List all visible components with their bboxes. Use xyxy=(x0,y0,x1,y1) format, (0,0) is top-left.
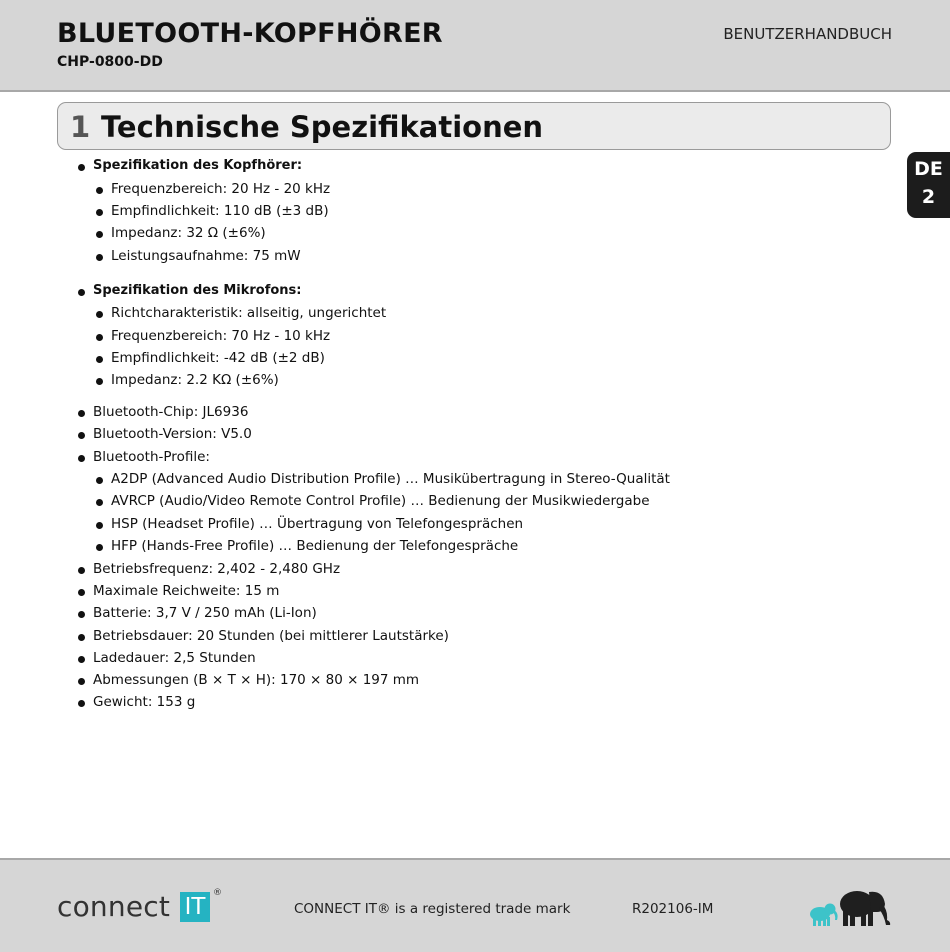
logo-registered-mark: ® xyxy=(213,888,222,898)
list-item: Bluetooth-Version: V5.0 xyxy=(93,426,252,442)
list-item: Ladedauer: 2,5 Stunden xyxy=(93,650,256,666)
list-item: Betriebsfrequenz: 2,402 - 2,480 GHz xyxy=(93,561,341,577)
list-item: Richtcharakteristik: allseitig, ungerichtet xyxy=(111,305,387,321)
bluetooth-profiles-heading: Bluetooth-Profile: xyxy=(93,449,210,465)
list-item: Gewicht: 153 g xyxy=(93,694,196,710)
list-item: Frequenzbereich: 70 Hz - 10 kHz xyxy=(111,328,331,344)
small-elephant-icon xyxy=(810,904,838,927)
trademark-notice: CONNECT IT® is a registered trade mark xyxy=(294,901,571,917)
logo-badge: IT xyxy=(180,892,210,922)
list-item: Bluetooth-Chip: JL6936 xyxy=(93,404,249,420)
headphone-spec-heading: Spezifikation des Kopfhörer: xyxy=(93,158,303,173)
page-header xyxy=(0,0,950,92)
list-item: Impedanz: 2.2 KΩ (±6%) xyxy=(111,372,279,388)
list-item: A2DP (Advanced Audio Distribution Profile) … Musikübertragung in Stereo-Qualität xyxy=(111,471,670,487)
elephants-icon xyxy=(803,884,895,930)
list-item: Maximale Reichweite: 15 m xyxy=(93,583,280,599)
list-item: AVRCP (Audio/Video Remote Control Profile) … Bedienung der Musikwiedergabe xyxy=(111,493,650,509)
microphone-spec-heading: Spezifikation des Mikrofons: xyxy=(93,283,302,298)
section-heading xyxy=(57,102,891,150)
product-title: BLUETOOTH-KOPFHÖRER xyxy=(57,18,443,49)
language-code: DE xyxy=(914,158,943,180)
list-item: Empfindlichkeit: -42 dB (±2 dB) xyxy=(111,350,325,366)
list-item: Impedanz: 32 Ω (±6%) xyxy=(111,225,266,241)
section-title: Technische Spezifikationen xyxy=(101,110,544,144)
document-type: BENUTZERHANDBUCH xyxy=(723,25,892,43)
page-number: 2 xyxy=(921,186,936,208)
list-item: Betriebsdauer: 20 Stunden (bei mittlerer Lautstärke) xyxy=(93,628,449,644)
document-reference: R202106-IM xyxy=(632,901,714,917)
list-item: Empfindlichkeit: 110 dB (±3 dB) xyxy=(111,203,329,219)
list-item: HFP (Hands-Free Profile) … Bedienung der Telefongespräche xyxy=(111,538,519,554)
list-item: Batterie: 3,7 V / 250 mAh (Li-Ion) xyxy=(93,605,317,621)
list-item: HSP (Headset Profile) … Übertragung von Telefongesprächen xyxy=(111,516,524,532)
product-model: CHP-0800-DD xyxy=(57,54,163,70)
list-item: Abmessungen (B × T × H): 170 × 80 × 197 mm xyxy=(93,672,420,688)
large-elephant-icon xyxy=(840,891,890,926)
logo-text: connect xyxy=(57,890,171,923)
list-item: Frequenzbereich: 20 Hz - 20 kHz xyxy=(111,181,331,197)
language-page-tab xyxy=(907,152,950,218)
list-item: Leistungsaufnahme: 75 mW xyxy=(111,248,301,264)
page-footer xyxy=(0,858,950,952)
section-number: 1 xyxy=(70,110,91,144)
